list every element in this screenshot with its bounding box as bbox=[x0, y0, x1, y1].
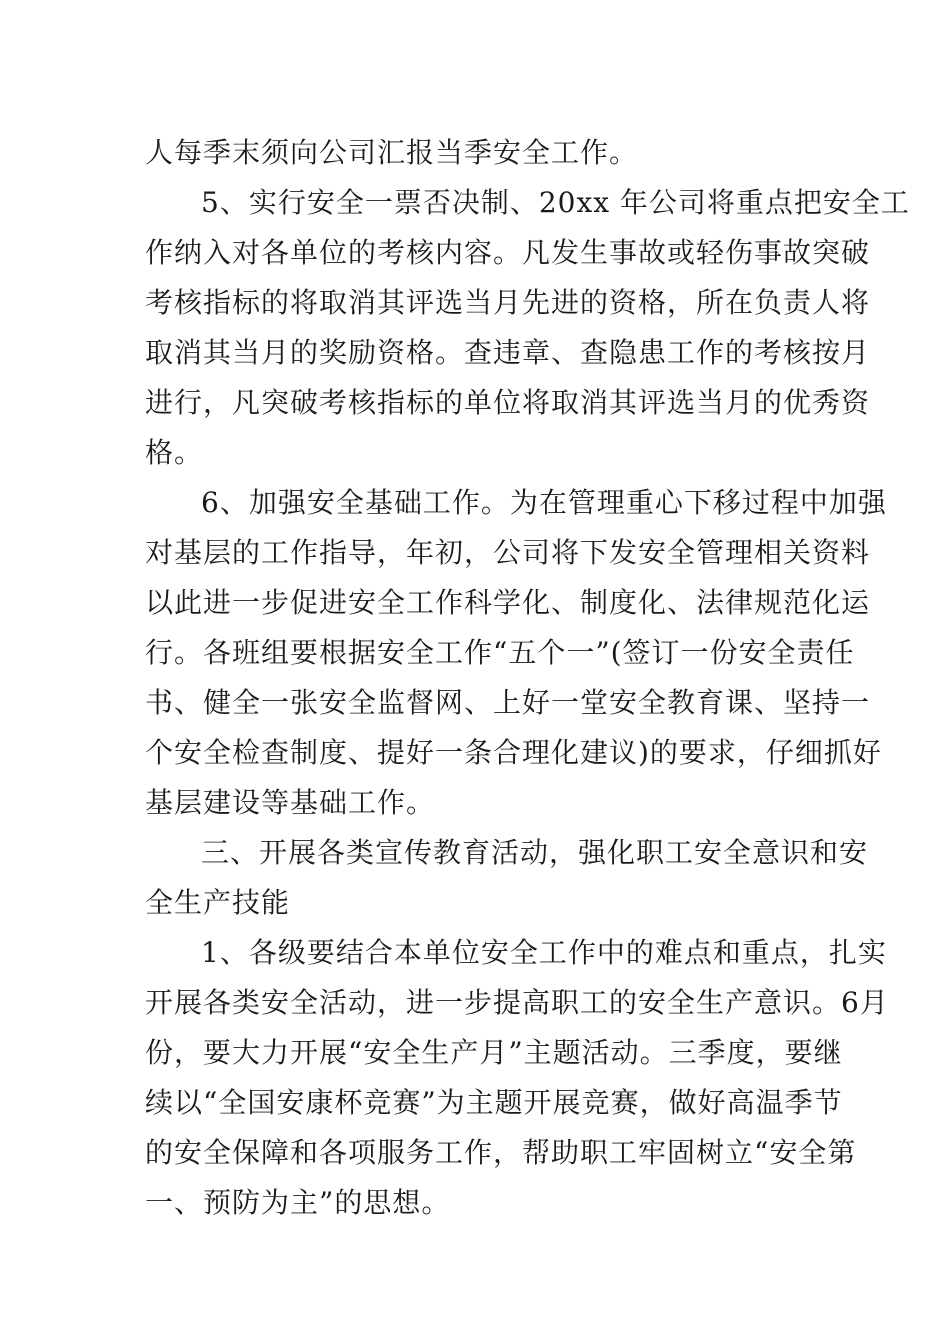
text-line: 开展各类安全活动，进一步提高职工的安全生产意识。6月 bbox=[145, 986, 889, 1019]
paragraph-1 bbox=[145, 128, 807, 178]
text-line: 格。 bbox=[145, 436, 204, 469]
text-line: 基层建设等基础工作。 bbox=[145, 786, 436, 819]
text-line: 进行，凡突破考核指标的单位将取消其评选当月的优秀资 bbox=[145, 386, 871, 419]
paragraph-5 bbox=[145, 928, 889, 1228]
text-line: 人每季末须向公司汇报当季安全工作。 bbox=[145, 136, 639, 169]
paragraph-2 bbox=[145, 178, 910, 478]
text-line: 考核指标的将取消其评选当月先进的资格，所在负责人将 bbox=[145, 286, 871, 319]
text-line: 一、预防为主”的思想。 bbox=[145, 1186, 451, 1219]
paragraph-3 bbox=[145, 478, 887, 828]
text-line: 作纳入对各单位的考核内容。凡发生事故或轻伤事故突破 bbox=[145, 236, 871, 269]
text-line: 对基层的工作指导，年初，公司将下发安全管理相关资料 bbox=[145, 536, 871, 569]
text-line: 个安全检查制度、提好一条合理化建议)的要求，仔细抓好 bbox=[145, 736, 882, 769]
text-line: 1、各级要结合本单位安全工作中的难点和重点，扎实 bbox=[201, 936, 887, 969]
text-line: 书、健全一张安全监督网、上好一堂安全教育课、坚持一 bbox=[145, 686, 871, 719]
text-line: 的安全保障和各项服务工作，帮助职工牢固树立“安全第 bbox=[145, 1136, 857, 1169]
text-line: 全生产技能 bbox=[145, 886, 291, 919]
text-line: 6、加强安全基础工作。为在管理重心下移过程中加强 bbox=[201, 486, 887, 519]
text-line: 以此进一步促进安全工作科学化、制度化、法律规范化运 bbox=[145, 586, 871, 619]
text-line: 份，要大力开展“安全生产月”主题活动。三季度，要继 bbox=[145, 1036, 843, 1069]
text-line: 续以“全国安康杯竞赛”为主题开展竞赛，做好高温季节 bbox=[145, 1086, 843, 1119]
text-line: 行。各班组要根据安全工作“五个一”(签订一份安全责任 bbox=[145, 636, 855, 669]
section-heading bbox=[145, 828, 869, 928]
text-line: 三、开展各类宣传教育活动，强化职工安全意识和安 bbox=[201, 836, 869, 869]
text-line: 取消其当月的奖励资格。查违章、查隐患工作的考核按月 bbox=[145, 336, 871, 369]
text-line: 5、实行安全一票否决制、20xx 年公司将重点把安全工 bbox=[201, 186, 910, 219]
document-body bbox=[145, 128, 910, 1228]
